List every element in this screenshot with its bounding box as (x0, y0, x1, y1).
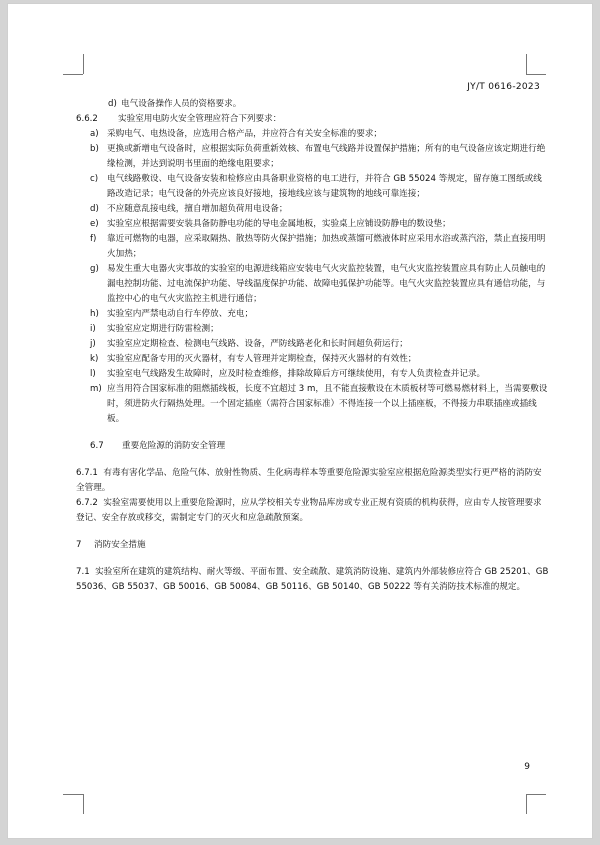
crop-mark (83, 794, 84, 814)
list-item (76, 307, 549, 322)
clause-6-7-2 (76, 496, 549, 526)
item-label: h) (90, 309, 99, 319)
list-item (76, 367, 549, 382)
section-heading (76, 439, 549, 454)
clause-6-6-2-items (76, 127, 549, 427)
section-title: 消防安全措施 (94, 540, 146, 550)
list-item (76, 217, 549, 232)
crop-mark (63, 794, 83, 795)
clause-text: 有毒有害化学品、危险气体、放射性物质、生化病毒样本等重要危险源实验室应根据危险源类型实行更严格的消防安全管理。 (76, 468, 542, 493)
section-heading (76, 538, 549, 553)
section-number: 6.7 (90, 441, 104, 451)
clause-text: 实验室所在建筑的建筑结构、耐火等级、平面布置、安全疏散、建筑消防设施、建筑内外部装修应符合 GB 25201、GB 55036、GB 55037、GB 50016、GB 50084、GB 50116、GB 50140、GB 50222 等有关消防技术标准的规定。 (76, 567, 549, 592)
crop-mark (526, 74, 546, 75)
item-label: d) (108, 99, 117, 109)
item-text: 实验室应定期进行防雷检测； (107, 324, 219, 334)
clause-number: 7.1 (76, 567, 90, 577)
clause-number: 6.6.2 (76, 114, 98, 124)
crop-mark (63, 74, 83, 75)
item-text: 应当用符合国家标准的阻燃插线板，长度不宜超过 3 m，且不能直接敷设在木质板材等可燃易燃材料上，当需要敷设时，须进防火行隔热处理。一个固定插座（需符合国家标准）不得连接一个以上插座板，不得接力串联插座或插线板。 (107, 384, 548, 424)
item-text: 靠近可燃物的电器，应采取隔热、散热等防火保护措施；加热或蒸馏可燃液体时应采用水浴或蒸汽浴，禁止直接用明火加热； (107, 234, 546, 259)
list-item (76, 142, 549, 172)
crop-mark (83, 54, 84, 74)
clause-number: 6.7.1 (76, 468, 98, 478)
page-number: 9 (524, 762, 530, 772)
list-item (76, 97, 549, 112)
item-text: 实验室电气线路发生故障时，应及时检查维修，排除故障后方可继续使用，有专人负责检查并记录。 (107, 369, 486, 379)
item-label: l) (90, 369, 96, 379)
item-text: 实验室应配备专用的灭火器材，有专人管理并定期检查，保持灭火器材的有效性； (107, 354, 417, 364)
list-item (76, 352, 549, 367)
section-number: 7 (76, 540, 82, 550)
item-label: i) (90, 324, 96, 334)
list-item (76, 322, 549, 337)
list-item (76, 262, 549, 307)
list-item (76, 337, 549, 352)
document-body (76, 97, 549, 595)
crop-mark (526, 54, 527, 74)
clause-6-6-2 (76, 112, 549, 127)
crop-mark (526, 794, 546, 795)
item-label: j) (90, 339, 96, 349)
clause-6-7-1 (76, 466, 549, 496)
item-text: 易发生重大电器火灾事故的实验室的电源进线箱应安装电气火灾监控装置，电气火灾监控装置应具有防止人员触电的漏电控制功能、过电流保护功能、导线温度保护功能、故障电弧保护功能等。电气火灾监控装置应具有通信功能，与监控中心的电气火灾监控主机进行通信； (107, 264, 546, 304)
clause-number: 6.7.2 (76, 498, 98, 508)
item-text: 实验室应根据需要安装具备防静电功能的导电金属地板，实验桌上应铺设防静电的数设垫； (107, 219, 451, 229)
item-label: g) (90, 264, 99, 274)
clause-7-1 (76, 565, 549, 595)
list-item (76, 127, 549, 142)
list-item (76, 202, 549, 217)
item-text: 更换或新增电气设备时，应根据实际负荷重新效核、布置电气线路并设置保护措施；所有的电气设备应该定期进行绝缘检测，并达到说明书里面的绝缘电阻要求； (107, 144, 546, 169)
item-label: e) (90, 219, 99, 229)
standard-code: JY/T 0616-2023 (467, 82, 540, 92)
item-label: c) (90, 174, 99, 184)
item-label: d) (90, 204, 99, 214)
list-item (76, 232, 549, 262)
item-text: 采购电气、电热设备，应选用合格产品，并应符合有关安全标准的要求； (107, 129, 383, 139)
item-text: 电气设备操作人员的资格要求。 (121, 99, 242, 109)
item-text: 不应随意乱接电线，擅自增加超负荷用电设备； (107, 204, 288, 214)
item-label: f) (90, 234, 97, 244)
item-text: 实验室应定期检查、检测电气线路、设备，严防线路老化和长时间超负荷运行； (107, 339, 408, 349)
clause-text: 实验室需要使用以上重要危险源时，应从学校相关专业物品库房或专业正规有资质的机构获得，应由专人按管理要求登记、安全存放或移交，需制定专门的灭火和应急疏散预案。 (76, 498, 542, 523)
item-label: m) (90, 384, 102, 394)
crop-mark (526, 794, 527, 814)
clause-text: 实验室用电防火安全管理应符合下列要求： (118, 114, 282, 124)
clause-paragraph (76, 466, 549, 496)
item-label: b) (90, 144, 99, 154)
clause-paragraph (76, 496, 549, 526)
document-page (7, 3, 593, 839)
list-item (76, 172, 549, 202)
item-text: 电气线路敷设、电气设备安装和检修应由具备职业资格的电工进行，并符合 GB 55024 等规定，留存施工图纸或线路改造记录；电气设备的外壳应该良好接地，接地线应该与建筑物的地线可靠连接； (107, 174, 542, 199)
clause-paragraph (76, 565, 549, 595)
item-label: a) (90, 129, 99, 139)
item-text: 实验室内严禁电动自行车停放、充电； (107, 309, 254, 319)
item-label: k) (90, 354, 99, 364)
section-title: 重要危险源的消防安全管理 (122, 441, 226, 451)
list-item (76, 382, 549, 427)
